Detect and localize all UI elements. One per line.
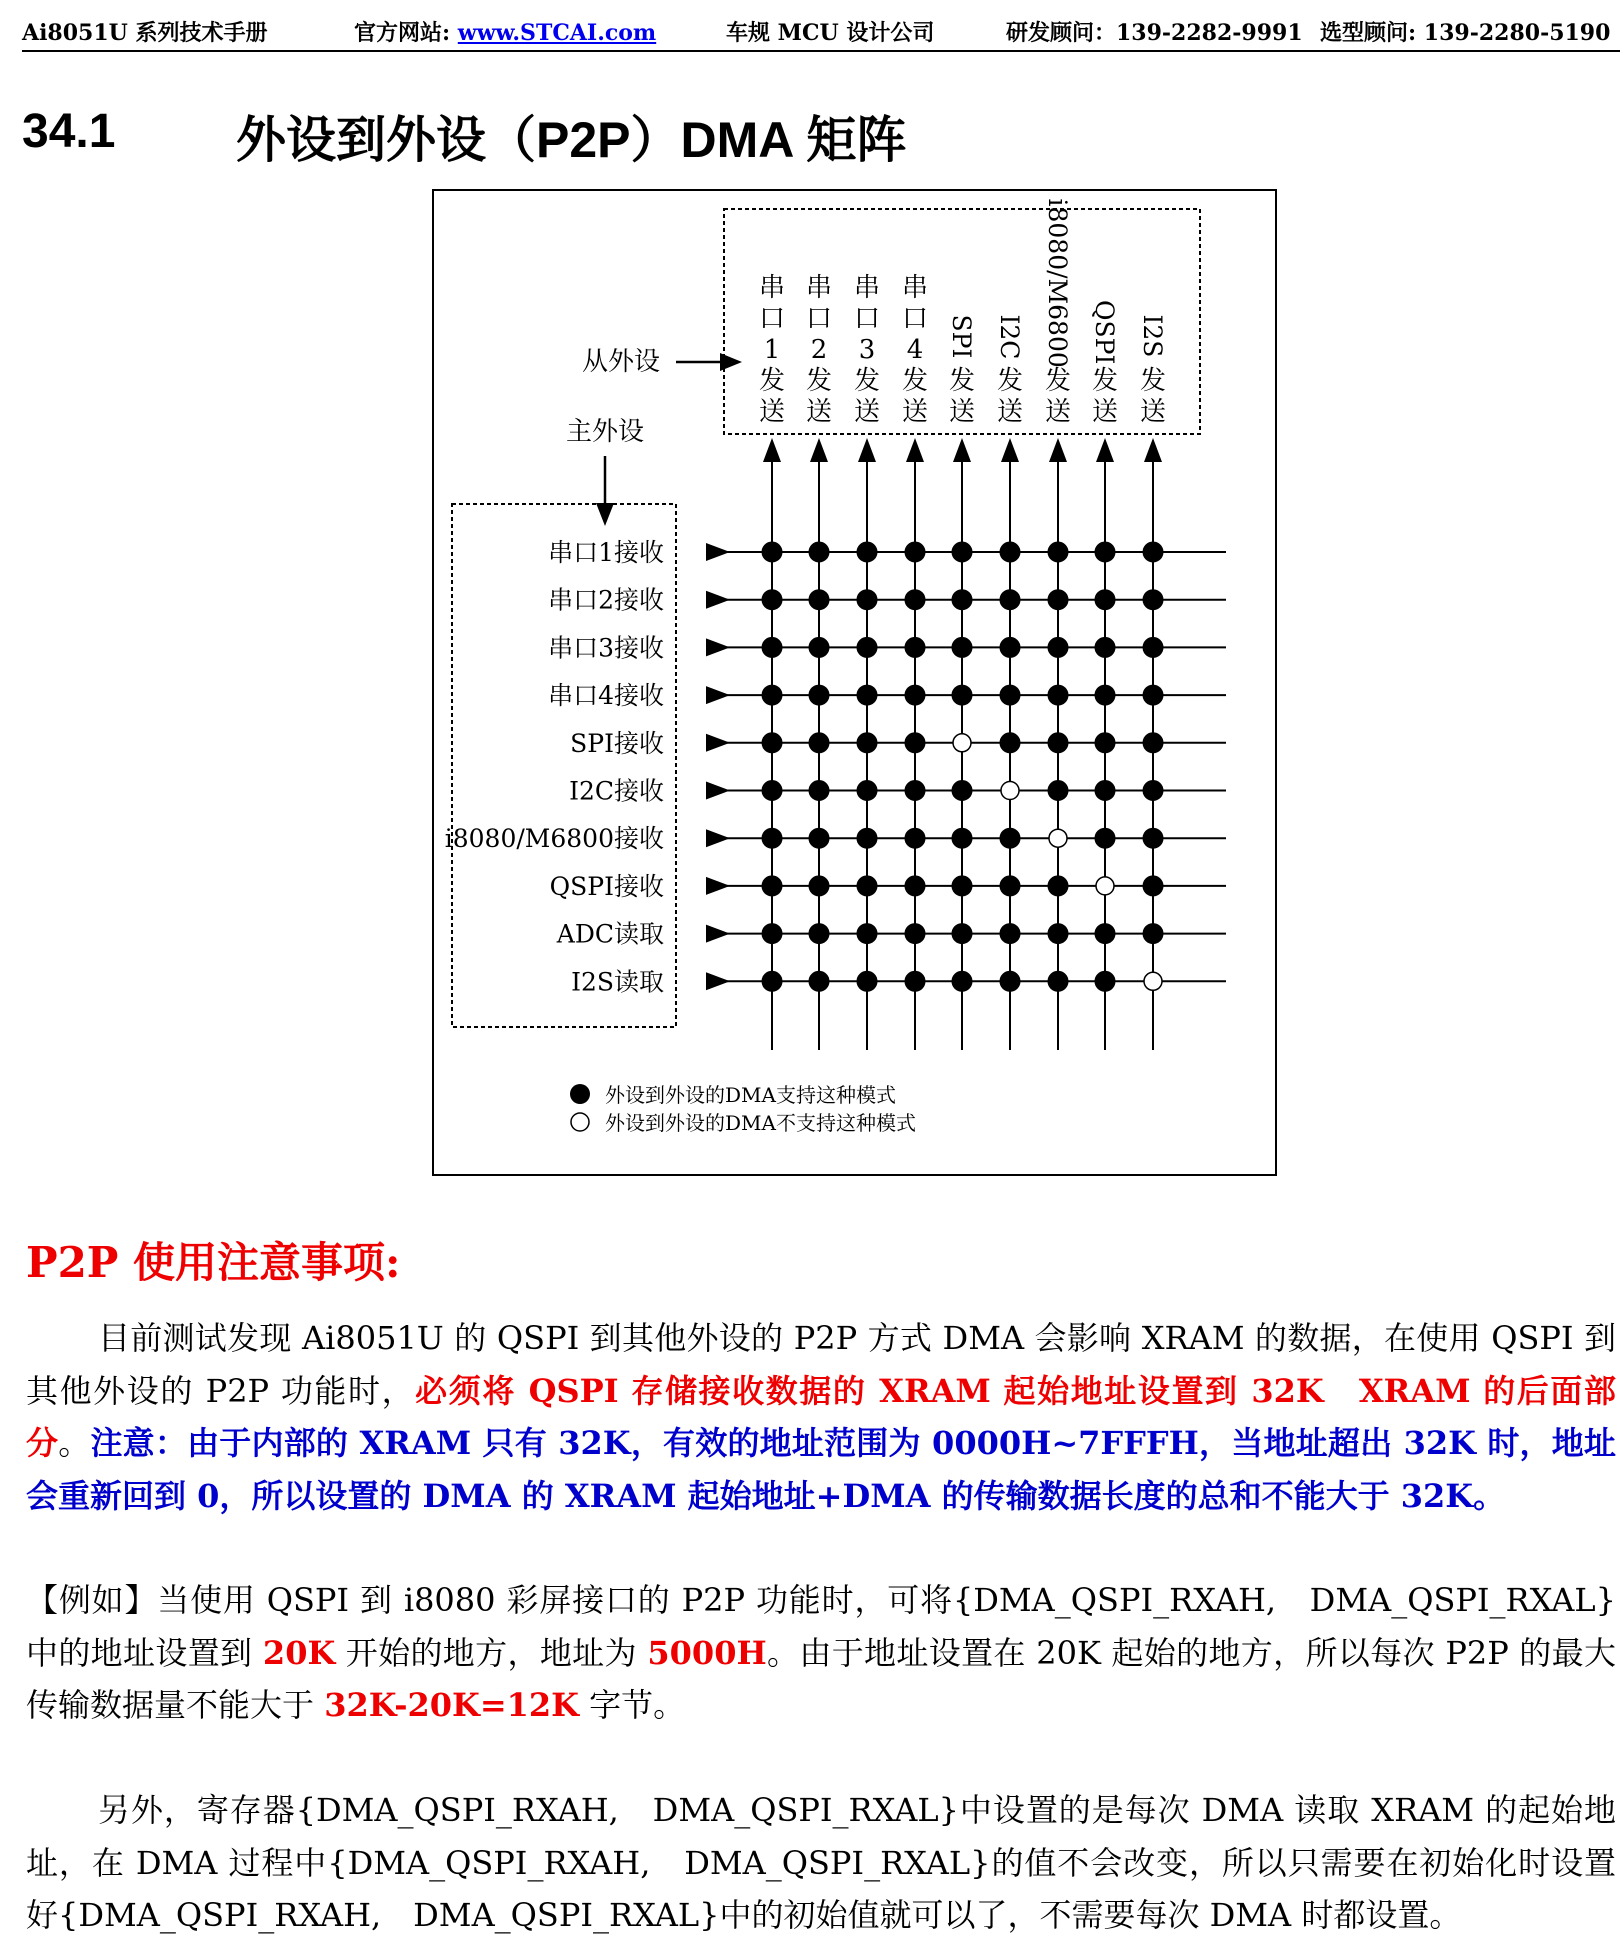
supported-node [857, 542, 877, 562]
supported-node [905, 876, 925, 896]
p3-text: 另外，寄存器{DMA_QSPI_RXAH, DMA_QSPI_RXAL}中设置的是每次 DMA 读取 XRAM 的起始地址，在 DMA 过程中{DMA_QSPI_RXAH, DMA_QSPI_RXAL}的值不会改变，所以只需要在初始化时设置好{DMA_QSPI_RXAH, DMA_QSPI_RXAL}中的初始值就可以了，不需要每次 DMA 时都设置。 [26, 1791, 1616, 1934]
supported-node [1143, 781, 1163, 801]
row-arrow-3 [706, 686, 730, 704]
supported-node [905, 971, 925, 991]
unsupported-node [953, 734, 971, 752]
column-label-6: 发送 [1044, 366, 1072, 427]
supported-node [857, 876, 877, 896]
p2-text-b: 开始的地方，地址为 [335, 1633, 648, 1672]
supported-node [762, 733, 782, 753]
supported-node [762, 685, 782, 705]
row-label-4: SPI接收 [570, 728, 664, 758]
supported-node [809, 590, 829, 610]
supported-node [1048, 781, 1068, 801]
supported-node [1048, 924, 1068, 944]
supported-node [1048, 542, 1068, 562]
supported-node [1143, 828, 1163, 848]
column-arrow-8 [1144, 438, 1162, 462]
supported-node [1143, 542, 1163, 562]
supported-node [905, 733, 925, 753]
column-arrow-7 [1096, 438, 1114, 462]
legend-supported-text: 外设到外设的DMA支持这种模式 [605, 1083, 896, 1107]
supported-node [952, 828, 972, 848]
supported-node [1095, 542, 1115, 562]
section-number: 34.1 [22, 105, 116, 158]
supported-node [1000, 542, 1020, 562]
supported-node [1000, 971, 1020, 991]
section-title: 外设到外设（P2P）DMA 矩阵 [236, 112, 907, 168]
supported-node [1143, 590, 1163, 610]
legend-empty-dot [571, 1113, 589, 1131]
supported-node [762, 876, 782, 896]
supported-node [857, 733, 877, 753]
unsupported-node [1144, 972, 1162, 990]
row-arrow-9 [706, 972, 730, 990]
row-label-7: QSPI接收 [549, 871, 664, 901]
supported-node [1143, 876, 1163, 896]
supported-node [809, 685, 829, 705]
manual-title: Ai8051U 系列技术手册 [22, 20, 268, 46]
p1-period: 。 [58, 1424, 91, 1462]
supported-node [762, 542, 782, 562]
row-arrow-2 [706, 638, 730, 656]
p2-red-12k: 32K-20K=12K [324, 1686, 579, 1724]
supported-node [1143, 637, 1163, 657]
slave-arrow-head [720, 353, 742, 371]
row-arrow-5 [706, 782, 730, 800]
supported-node [857, 781, 877, 801]
row-arrow-0 [706, 543, 730, 561]
supported-node [952, 781, 972, 801]
row-label-8: ADC读取 [556, 919, 664, 949]
column-label-4: 发送 [948, 366, 976, 427]
supported-node [952, 637, 972, 657]
supported-node [1048, 685, 1068, 705]
supported-node [809, 924, 829, 944]
column-label-3: 串口 4 发送 [901, 273, 929, 427]
column-label-rotated-text: i8080/M6800 [1043, 198, 1072, 368]
column-label-rotated-text: SPI [947, 314, 976, 359]
column-label-rotated-text: I2C [995, 314, 1024, 360]
row-label-1: 串口2接收 [548, 585, 664, 615]
selection-advisor-phone: 选型顾问: 139-2280-5190 [1320, 20, 1611, 46]
row-arrow-1 [706, 591, 730, 609]
supported-node [1000, 685, 1020, 705]
supported-node [905, 781, 925, 801]
column-label-7: 发送 [1091, 366, 1119, 427]
supported-node [1095, 828, 1115, 848]
supported-node [857, 590, 877, 610]
p1-red-text: 必须将 QSPI 存储接收数据的 XRAM 起始地址设置到 32K XRAM 的后面部分 [26, 1371, 1616, 1462]
supported-node [1048, 971, 1068, 991]
supported-node [1095, 924, 1115, 944]
p1-blue-note: 注意：由于内部的 XRAM 只有 32K，有效的地址范围为 0000H~7FFFH，当地址超出 32K 时，地址会重新回到 0，所以设置的 DMA 的 XRAM 起始地址+DMA 的传输数据长度的总和不能大于 32K。 [26, 1424, 1616, 1515]
supported-node [905, 590, 925, 610]
supported-node [1095, 781, 1115, 801]
legend-unsupported-text: 外设到外设的DMA不支持这种模式 [605, 1111, 916, 1135]
supported-node [857, 685, 877, 705]
supported-node [857, 828, 877, 848]
row-label-0: 串口1接收 [548, 538, 664, 567]
column-arrow-1 [810, 438, 828, 462]
supported-node [1143, 924, 1163, 944]
supported-node [857, 924, 877, 944]
supported-node [952, 924, 972, 944]
column-arrow-0 [763, 438, 781, 462]
supported-node [1000, 876, 1020, 896]
supported-node [809, 828, 829, 848]
p2-red-20k: 20K [262, 1633, 336, 1672]
row-label-3: 串口4接收 [548, 681, 664, 711]
column-arrow-5 [1001, 438, 1019, 462]
supported-node [809, 637, 829, 657]
column-label-8: 发送 [1139, 366, 1167, 427]
row-arrow-6 [706, 829, 730, 847]
rd-advisor-phone: 研发顾问：139-2282-9991 [1006, 20, 1303, 46]
row-label-2: 串口3接收 [548, 633, 664, 663]
supported-node [952, 876, 972, 896]
supported-node [1095, 637, 1115, 657]
p1-text: 目前测试发现 Ai8051U 的 QSPI 到其他外设的 P2P 方式 DMA 会影响 XRAM 的数据，在使用 QSPI 到其他外设的 P2P 功能时， [26, 1319, 1616, 1410]
supported-node [1000, 590, 1020, 610]
supported-node [762, 781, 782, 801]
supported-node [905, 828, 925, 848]
master-peripheral-label: 主外设 [566, 417, 645, 447]
supported-node [809, 733, 829, 753]
supported-node [1048, 637, 1068, 657]
company-tagline: 车规 MCU 设计公司 [726, 20, 935, 46]
p2-text-c: 。由于地址设置在 20K 起始的地方，所以每次 P2P 的最大传输数据量不能大于 [26, 1633, 1616, 1724]
supported-node [1095, 733, 1115, 753]
supported-node [1095, 685, 1115, 705]
supported-node [1143, 733, 1163, 753]
supported-node [809, 876, 829, 896]
supported-node [952, 542, 972, 562]
column-label-rotated-text: QSPI [1090, 300, 1119, 365]
supported-node [905, 924, 925, 944]
supported-node [1000, 637, 1020, 657]
site-link[interactable]: www.STCAI.com [457, 20, 657, 46]
matrix-grid [445, 199, 1226, 1051]
column-label-5: 发送 [996, 366, 1024, 427]
supported-node [952, 971, 972, 991]
unsupported-node [1096, 877, 1114, 895]
p2-text-d: 字节。 [578, 1686, 686, 1724]
supported-node [1048, 876, 1068, 896]
site-label: 官方网站: [354, 20, 451, 46]
row-arrow-4 [706, 734, 730, 752]
notice-paragraph-1 [26, 1312, 1616, 1522]
supported-node [762, 590, 782, 610]
row-arrow-8 [706, 925, 730, 943]
supported-node [1048, 590, 1068, 610]
p2-red-5000h: 5000H [647, 1633, 767, 1672]
column-arrow-6 [1049, 438, 1067, 462]
supported-node [1000, 828, 1020, 848]
column-label-0: 串口 1 发送 [758, 273, 786, 427]
supported-node [1095, 590, 1115, 610]
row-arrow-7 [706, 877, 730, 895]
supported-node [905, 685, 925, 705]
master-arrow-head [596, 503, 614, 526]
supported-node [1143, 685, 1163, 705]
supported-node [905, 637, 925, 657]
column-label-1: 串口 2 发送 [805, 273, 833, 427]
column-label-2: 串口 3 发送 [853, 273, 881, 427]
row-label-5: I2C接收 [569, 776, 664, 806]
notice-title: P2P 使用注意事项: [26, 1238, 401, 1287]
supported-node [762, 828, 782, 848]
supported-node [809, 781, 829, 801]
supported-node [952, 685, 972, 705]
supported-node [1000, 924, 1020, 944]
supported-node [857, 971, 877, 991]
unsupported-node [1049, 829, 1067, 847]
supported-node [762, 971, 782, 991]
supported-node [1000, 733, 1020, 753]
slave-peripheral-label: 从外设 [582, 347, 661, 377]
example-paragraph [26, 1574, 1616, 1732]
column-arrow-3 [906, 438, 924, 462]
supported-node [952, 590, 972, 610]
supported-node [762, 924, 782, 944]
legend-filled-dot [570, 1084, 590, 1104]
supported-node [809, 542, 829, 562]
unsupported-node [1001, 782, 1019, 800]
supported-node [1095, 971, 1115, 991]
supported-node [905, 542, 925, 562]
column-arrow-2 [858, 438, 876, 462]
column-arrow-4 [953, 438, 971, 462]
row-label-6: i8080/M6800接收 [444, 824, 664, 854]
supported-node [1048, 733, 1068, 753]
supported-node [809, 971, 829, 991]
register-paragraph [26, 1784, 1616, 1942]
column-label-rotated-text: I2S [1138, 314, 1167, 358]
row-label-9: I2S读取 [571, 967, 664, 997]
supported-node [762, 637, 782, 657]
supported-node [857, 637, 877, 657]
p2-text-a: 【例如】当使用 QSPI 到 i8080 彩屏接口的 P2P 功能时，可将{DMA_QSPI_RXAH, DMA_QSPI_RXAL}中的地址设置到 [26, 1581, 1616, 1672]
